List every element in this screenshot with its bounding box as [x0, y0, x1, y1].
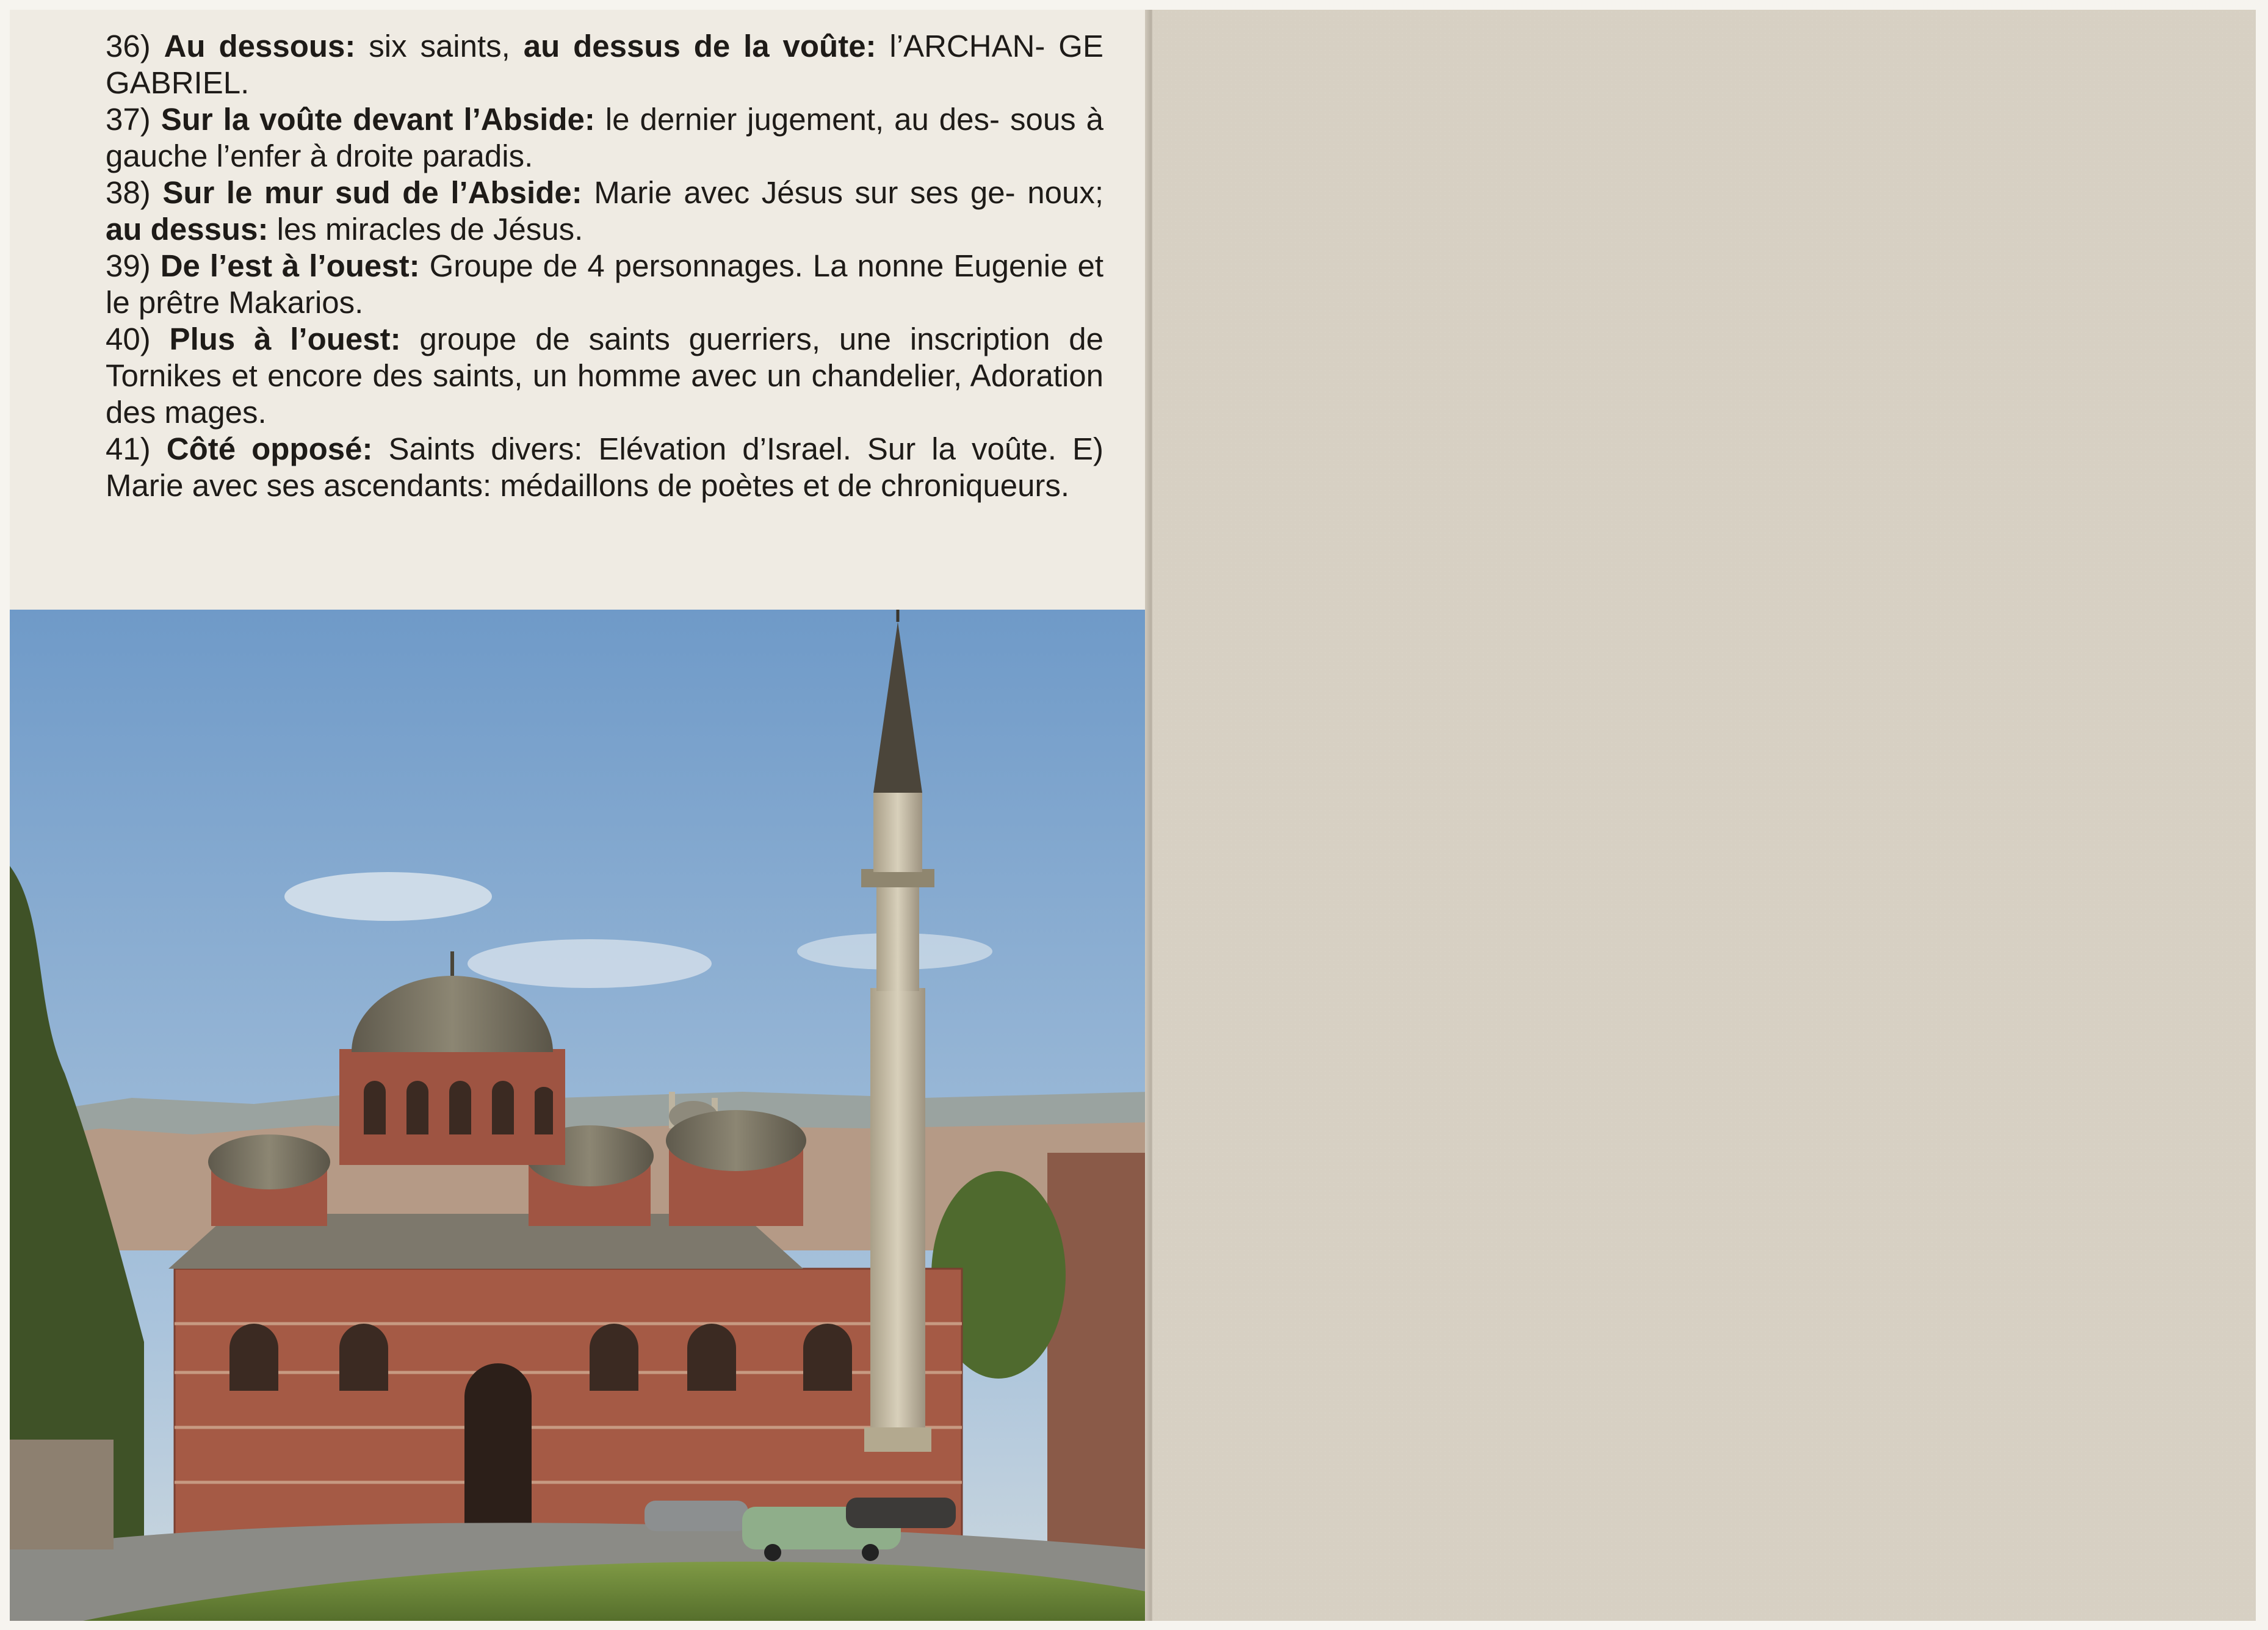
entry-text: groupe de saints guerriers, une inscription de Tornikes et encore des saints, un homme avec un chandelier, Adoration des mages.	[106, 322, 1103, 430]
entry-38	[106, 175, 1103, 248]
entry-37	[106, 101, 1103, 175]
entry-heading: Au dessous:	[164, 29, 356, 63]
small-dome-right	[666, 1110, 806, 1171]
entry-number: 40)	[106, 322, 151, 356]
entry-text: le dernier jugement, au des- sous à gauche l’enfer à droite paradis.	[106, 102, 1104, 173]
entry-text-2: les miracles de Jésus.	[268, 212, 583, 247]
minaret-top	[873, 793, 922, 872]
entry-39	[106, 248, 1103, 321]
minaret-shaft	[870, 988, 925, 1427]
church-facade	[175, 1269, 962, 1537]
church-illustration	[10, 610, 1150, 1621]
entry-heading-2: au dessus de la voûte:	[523, 29, 876, 63]
entry-heading: Sur la voûte devant l’Abside:	[161, 102, 595, 137]
entry-36	[106, 28, 1103, 101]
right-page-blank	[1152, 10, 2256, 1621]
entry-text: Marie avec Jésus sur ses ge- noux;	[582, 175, 1103, 210]
entry-41	[106, 431, 1103, 504]
car-dark	[846, 1498, 956, 1528]
car-wheel	[862, 1544, 879, 1561]
entry-text-2: l’ARCHAN- GE GABRIEL.	[106, 29, 1103, 100]
text-block	[106, 28, 1103, 602]
entry-heading: De l’est à l’ouest:	[160, 248, 420, 283]
left-page	[10, 10, 1150, 1621]
entry-40	[106, 321, 1103, 431]
entry-heading-2: au dessus:	[106, 212, 269, 247]
entry-text: Groupe de 4 personnages. La nonne Eugenie et le prêtre Makarios.	[106, 248, 1103, 320]
minaret-base	[864, 1427, 931, 1452]
entry-number: 37)	[106, 102, 151, 137]
entry-number: 36)	[106, 29, 151, 63]
cloud	[284, 872, 492, 921]
entry-heading: Plus à l’ouest:	[169, 322, 401, 356]
right-building	[1047, 1153, 1150, 1568]
wooden-fence	[10, 1440, 114, 1549]
entry-text: six saints,	[355, 29, 524, 63]
entry-number: 38)	[106, 175, 151, 210]
entry-heading: Côté opposé:	[166, 431, 373, 466]
cloud	[468, 939, 712, 988]
entry-heading: Sur le mur sud de l’Abside:	[162, 175, 582, 210]
entry-number: 39)	[106, 248, 151, 283]
church-photo	[10, 610, 1150, 1621]
entry-number: 41)	[106, 431, 151, 466]
small-dome-left	[208, 1134, 330, 1189]
entry-text: Saints divers: Elévation d’Israel. Sur la voûte. E) Marie avec ses ascendants: médaillons de poètes et de chroniqueurs.	[106, 431, 1103, 503]
car-grey	[645, 1501, 748, 1531]
minaret-upper	[876, 887, 919, 991]
church-entrance	[464, 1363, 532, 1525]
car-wheel	[764, 1544, 781, 1561]
